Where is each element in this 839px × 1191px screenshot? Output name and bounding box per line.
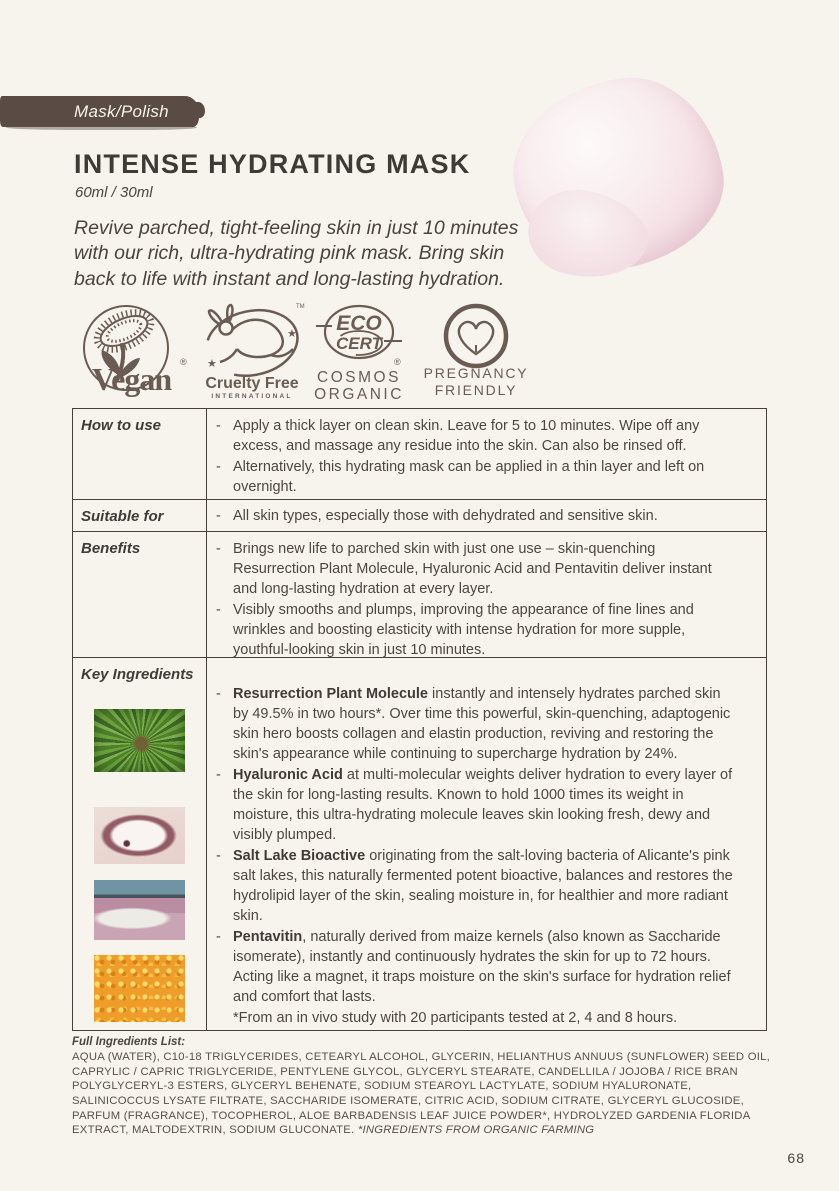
ecocert-eco-text: ECO: [336, 312, 382, 335]
bullet-dash: -: [216, 929, 221, 945]
row-label: Key Ingredients: [81, 666, 194, 683]
product-info-table: [72, 408, 767, 1031]
row-content: [207, 500, 766, 531]
list-item: [213, 927, 736, 1007]
organic-farming-note: *INGREDIENTS FROM ORGANIC FARMING: [357, 1124, 595, 1137]
row-label: Benefits: [73, 532, 207, 657]
bullet-dash: -: [216, 767, 221, 783]
bullet-text: Visibly smooths and plumps, improving the appearance of fine lines and wrinkles and boosting elasticity with intense hydration for more supple, youthful-looking skin in just 10 minutes.: [233, 602, 694, 658]
page-number: 68: [787, 1150, 805, 1166]
bullet-dash: -: [216, 459, 221, 475]
bullet-dash: -: [216, 602, 221, 618]
leaping-bunny-icon: [197, 299, 307, 401]
category-tag-label: Mask/Polish: [74, 101, 169, 121]
row-content: [207, 409, 766, 499]
vegan-logo-icon: [72, 303, 194, 401]
pregnancy-friendly-icon: [424, 302, 528, 400]
bunny-star-left: ★: [207, 358, 217, 370]
ingredient-description: at multi-molecular weights deliver hydration to every layer of the skin for long-lasting results. Known to hold 1000 times its weight in moisture, this ultra-hydrating molecule leaves skin looking fresh, dewy and visibly plumped.: [233, 767, 733, 843]
bullet-text: [233, 846, 736, 926]
resurrection-plant-image: [94, 709, 185, 772]
product-volume: 60ml / 30ml: [75, 184, 153, 201]
table-row-suitable-for: [73, 499, 766, 531]
bullet-text: All skin types, especially those with dehydrated and sensitive skin.: [233, 508, 658, 524]
cruelty-free-label: Cruelty Free: [205, 375, 299, 392]
ingredient-name: Hyaluronic Acid: [233, 767, 343, 783]
pregnancy-label-line2: FRIENDLY: [434, 382, 518, 398]
list-item: [213, 457, 736, 497]
page-title: INTENSE HYDRATING MASK: [74, 149, 471, 179]
list-item: [213, 846, 736, 926]
full-ingredients-title: Full Ingredients List:: [72, 1036, 186, 1048]
bullet-text: Alternatively, this hydrating mask can be applied in a thin layer and left on overnight.: [233, 459, 705, 495]
study-footnote: *From an in vivo study with 20 participants tested at 2, 4 and 8 hours.: [233, 1010, 678, 1026]
ecocert-registered-mark: ®: [394, 357, 401, 367]
vegan-logo-label: Vegan: [92, 361, 172, 397]
table-row-how-to-use: [73, 409, 766, 499]
pink-salt-lake-image: [94, 880, 185, 940]
bunny-tm-mark: TM: [296, 304, 305, 310]
ingredient-name: Pentavitin: [233, 929, 303, 945]
product-description: Revive parched, tight-feeling skin in just 10 minutes with our rich, ultra-hydrating pink mask. Bring skin back to life with instant and long-lasting hydration.: [74, 217, 519, 290]
ingredient-description: , naturally derived from maize kernels (also known as Saccharide isomerate), instantly and continuously hydrates the skin for up to 72 hours. Acting like a magnet, it traps moisture on the skin's surface for hydration relief and comfort that lasts.: [233, 929, 731, 1005]
bullet-text: [233, 765, 736, 845]
ingredient-name: Salt Lake Bioactive: [233, 848, 366, 864]
full-ingredients-text: [72, 1050, 779, 1138]
list-item: [213, 539, 736, 599]
bunny-star-right: ★: [287, 328, 297, 340]
bullet-text: [233, 684, 736, 764]
table-row-benefits: [73, 531, 766, 657]
ingredients-list: AQUA (WATER), C10-18 TRIGLYCERIDES, CETEARYL ALCOHOL, GLYCERIN, HELIANTHUS ANNUUS (SUNFLOWER) SEED OIL, CAPRYLIC / CAPRIC TRIGLYCERIDE, PENTYLENE GLYCOL, GLYCERYL STEARATE, CANDELLILA / JOJOBA / RICE BRAN POLYGLYCERYL-3 ESTERS, GLYCERYL BEHENATE, SODIUM STEAROYL LACTYLATE, SODIUM HYALURONATE, SALINICOCCUS LYSATE FILTRATE, SACCHARIDE ISOMERATE, CITRIC ACID, SODIUM CITRATE, GLYCERYL GLUCOSIDE, PARFUM (FRAGRANCE), TOCOPHEROL, ALOE BARBADENSIS LEAF JUICE POWDER*, HYDROLYZED GARDENIA FLORIDA EXTRACT, MALTODEXTRIN, SODIUM GLUCONATE.: [72, 1051, 771, 1137]
bullet-dash: -: [216, 848, 221, 864]
ingredient-description: instantly and intensely hydrates parched skin by 49.5% in two hours*. Over time this powerful, skin-quenching, adaptogenic skin hero boosts collagen and elastin production, reviving and restoring the skin's appearance while continuing to supercharge hydration by 24%.: [233, 686, 731, 762]
bullet-dash: -: [216, 418, 221, 434]
ecocert-cosmos-text: COSMOS: [317, 369, 401, 386]
category-tag: [0, 96, 199, 127]
list-item: [213, 765, 736, 845]
bullet-dash: -: [216, 508, 221, 524]
bullet-dash: -: [216, 541, 221, 557]
list-item: [213, 506, 736, 526]
hyaluronic-droplet-image: [94, 807, 185, 864]
pregnancy-label-line1: PREGNANCY: [424, 365, 528, 381]
list-item: [213, 416, 736, 456]
bullet-dash: -: [216, 686, 221, 702]
maize-kernels-image: [94, 955, 185, 1022]
row-label: How to use: [73, 409, 207, 499]
ecocert-organic-text: ORGANIC: [314, 386, 404, 403]
bullet-text: [233, 927, 736, 1007]
ingredient-description: originating from the salt-loving bacteria of Alicante's pink salt lakes, this naturally fermented potent bioactive, balances and restores the hydrolipid layer of the skin, sealing moisture in, for healthier and more radiant skin.: [233, 848, 733, 924]
ingredient-name: Resurrection Plant Molecule: [233, 686, 428, 702]
row-content: [207, 532, 766, 657]
table-row-key-ingredients: [73, 657, 766, 1030]
row-label: Suitable for: [73, 500, 207, 531]
cruelty-free-sublabel: INTERNATIONAL: [211, 393, 293, 400]
list-item: [213, 600, 736, 660]
row-content: [207, 658, 766, 1030]
ecocert-cosmos-organic-icon: [310, 301, 408, 403]
row-label-cell: [73, 658, 207, 1030]
list-item: [213, 684, 736, 764]
product-texture-image: [508, 72, 736, 290]
bullet-text: Apply a thick layer on clean skin. Leave for 5 to 10 minutes. Wipe off any excess, and massage any residue into the skin. Can also be rinsed off.: [233, 418, 700, 454]
bullet-text: Brings new life to parched skin with just one use – skin-quenching Resurrection Plant Molecule, Hyaluronic Acid and Pentavitin deliver instant and long-lasting hydration at every layer.: [233, 541, 712, 597]
ecocert-cert-text: CERT: [336, 334, 382, 353]
full-ingredients-section: [72, 1036, 779, 1138]
vegan-registered-mark: ®: [180, 357, 187, 367]
